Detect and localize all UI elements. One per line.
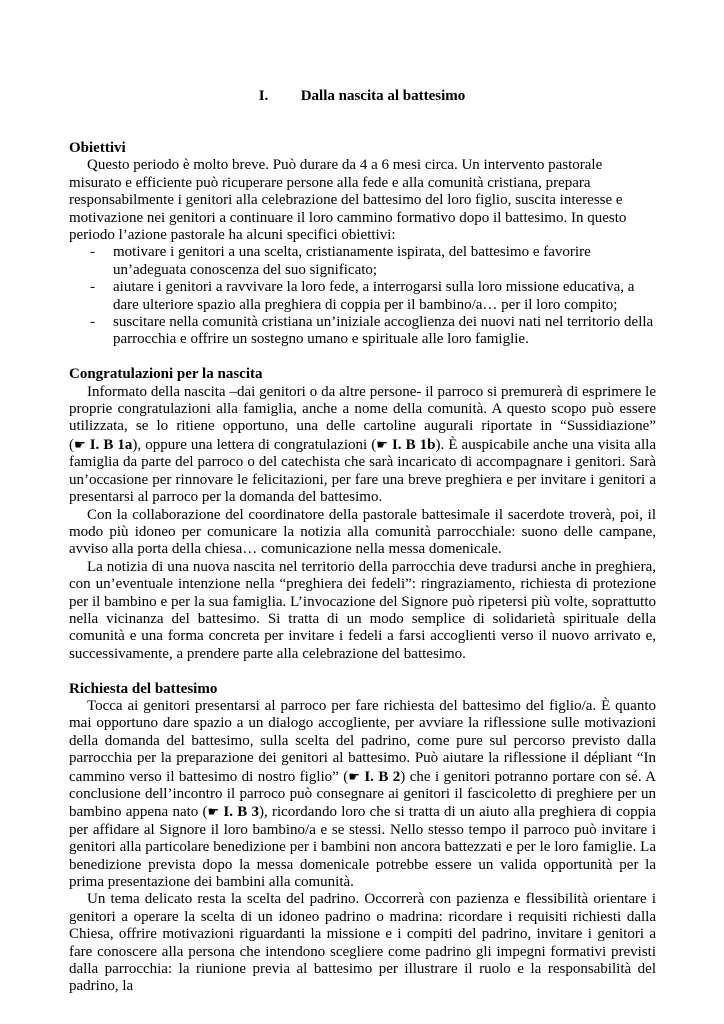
document-body <box>69 140 656 996</box>
dash-bullet: - <box>90 244 95 261</box>
paragraph-text: Informato della nascita –dai genitori o da altre persone- il parroco si premurerà di esprimere le proprie congratulazioni alla famiglia, anche a nome della comunità. A questo scopo può essere utilizzata, se lo ritiene opportuno, una delle cartoline augurali riportate in “Sussidiazione” ( <box>69 383 656 453</box>
cross-reference[interactable] <box>208 804 259 820</box>
congratulazioni-paragraph-1 <box>69 384 656 507</box>
section-heading-obiettivi: Obiettivi <box>69 140 126 156</box>
section-heading-richiesta: Richiesta del battesimo <box>69 680 218 697</box>
chapter-title-text: Dalla nascita al battesimo <box>300 88 466 104</box>
pointing-hand-icon: ☛ <box>74 436 86 452</box>
list-item-text: motivare i genitori a una scelta, cristianamente ispirata, del battesimo e favorire un’adeguata conoscenza del suo significato; <box>113 244 591 278</box>
richiesta-paragraph-2: Un tema delicato resta la scelta del padrino. Occorrerà con pazienza e flessibilità orientare i genitori a operare la scelta di un idoneo padrino o madrina: ricordare i requisiti richiesti dalla Chiesa, offrire motivazioni riguardanti la missione e i compiti del padrino, invitare i genitori a fare conoscere alla persona che intendono scegliere come padrino gli impegni formativi previsti dalla parrocchia: la riunione previa al battesimo per illustrare il ruolo e la responsabilità del padrino, la <box>69 891 656 995</box>
congratulazioni-paragraph-3: La notizia di una nuova nascita nel territorio della parrocchia deve tradursi anche in preghiera, con un’eventuale intenzione nella “preghiera dei fedeli”: ringraziamento, richiesta di protezione per il bambino e per la sua famiglia. L’invocazione del Signore può ripetersi più volte, soprattutto nella vicinanza del battesimo. Si tratta di un modo semplice di solidarietà spirituale della comunità e una forma concreta per invitare i fedeli a farsi accoglienti verso il nuovo arrivato e, successivamente, a prendere parte alla celebrazione del battesimo. <box>69 558 656 662</box>
dash-bullet: - <box>90 314 95 331</box>
chapter-number: I. <box>258 88 269 104</box>
pointing-hand-icon: ☛ <box>207 804 220 820</box>
pointing-hand-icon: ☛ <box>348 768 360 784</box>
cross-reference[interactable] <box>376 437 435 453</box>
list-item <box>69 279 656 314</box>
list-item <box>69 314 656 349</box>
richiesta-paragraph-1 <box>69 698 656 891</box>
pointing-hand-icon: ☛ <box>376 436 388 452</box>
chapter-title <box>0 88 724 105</box>
paragraph-text: Tocca ai genitori presentarsi al parroco per fare richiesta del battesimo del figlio/a. È quanto mai opportuno dare spazio a un dialogo accogliente, per avviare la riflessione sulle motivazioni della domanda del battesimo, sulla scelta del padrino, come pure sul percorso previsto dalla parrocchia per la preparazione dei genitori al battesimo. Può aiutare la riflessione il dépliant “In cammino verso il battesimo di nostro figlio” ( <box>69 697 656 785</box>
paragraph-text: ) che i genitori potranno portare con sé. A conclusione dell’incontro il parroco può consegnare ai genitori il fascicoletto di preghiere per un bambino appena nato ( <box>69 768 657 821</box>
paragraph-text: ), oppure una lettera di congratulazioni ( <box>132 436 377 453</box>
reference-label: I. B 3 <box>223 804 259 821</box>
list-item-text: aiutare i genitori a ravvivare la loro fede, a interrogarsi sulla loro missione educativa, a dare ulteriore spazio alla preghiera di coppia per il bambino/a… per il loro compito; <box>113 279 635 313</box>
section-heading-congratulazioni: Congratulazioni per la nascita <box>69 366 263 383</box>
reference-label: I. B 2 <box>364 768 401 785</box>
obiettivi-intro: Questo periodo è molto breve. Può durare da 4 a 6 mesi circa. Un intervento pastorale misurato e efficiente può ricuperare persone alla fede e alla comunità cristiana, prepara responsabilmente i genitori alla celebrazione del battesimo del loro figlio, suscita interesse e motivazione nei genitori a continuare il loro cammino formativo dopo il battesimo. In questo periodo l’azione pastorale ha alcuni specifici obiettivi: <box>69 157 627 244</box>
paragraph-text: ), ricordando loro che si tratta di un aiuto alla preghiera di coppia per affidare al Signore il loro bambino/a e se stessi. Nello stesso tempo il parroco può invitare i genitori alla particolare benedizione per i bambini non ancora battezzati e per le loro famiglie. La benedizione prevista dopo la messa domenicale potrebbe essere un valida opportunità per la prima presentazione dei bambini alla comunità. <box>69 804 657 891</box>
cross-reference[interactable] <box>74 437 132 453</box>
reference-label: I. B 1b <box>391 436 436 453</box>
list-item-text: suscitare nella comunità cristiana un’iniziale accoglienza dei nuovi nati nel territorio della parrocchia e offrire un sostegno umano e spirituale alle loro famiglie. <box>113 314 654 348</box>
paragraph-text: ). È auspicabile anche una visita alla famiglia da parte del parroco o del catechista che sarà incaricato di accompagnare i genitori. Sarà un’occasione per rinnovare le felicitazioni, per fare una breve preghiera e per invitare i genitori a presentarsi al parroco per la domanda del battesimo. <box>69 436 657 506</box>
congratulazioni-paragraph-2: Con la collaborazione del coordinatore della pastorale battesimale il sacerdote troverà, poi, il modo più idoneo per comunicare la notizia alla comunità parrocchiale: suono delle campane, avviso alla porta della chiesa… comunicazione nella messa domenicale. <box>69 506 656 558</box>
list-item <box>69 244 656 279</box>
obiettivi-list <box>69 244 656 348</box>
cross-reference[interactable] <box>348 769 400 785</box>
reference-label: I. B 1a <box>89 436 133 453</box>
dash-bullet: - <box>90 279 95 296</box>
